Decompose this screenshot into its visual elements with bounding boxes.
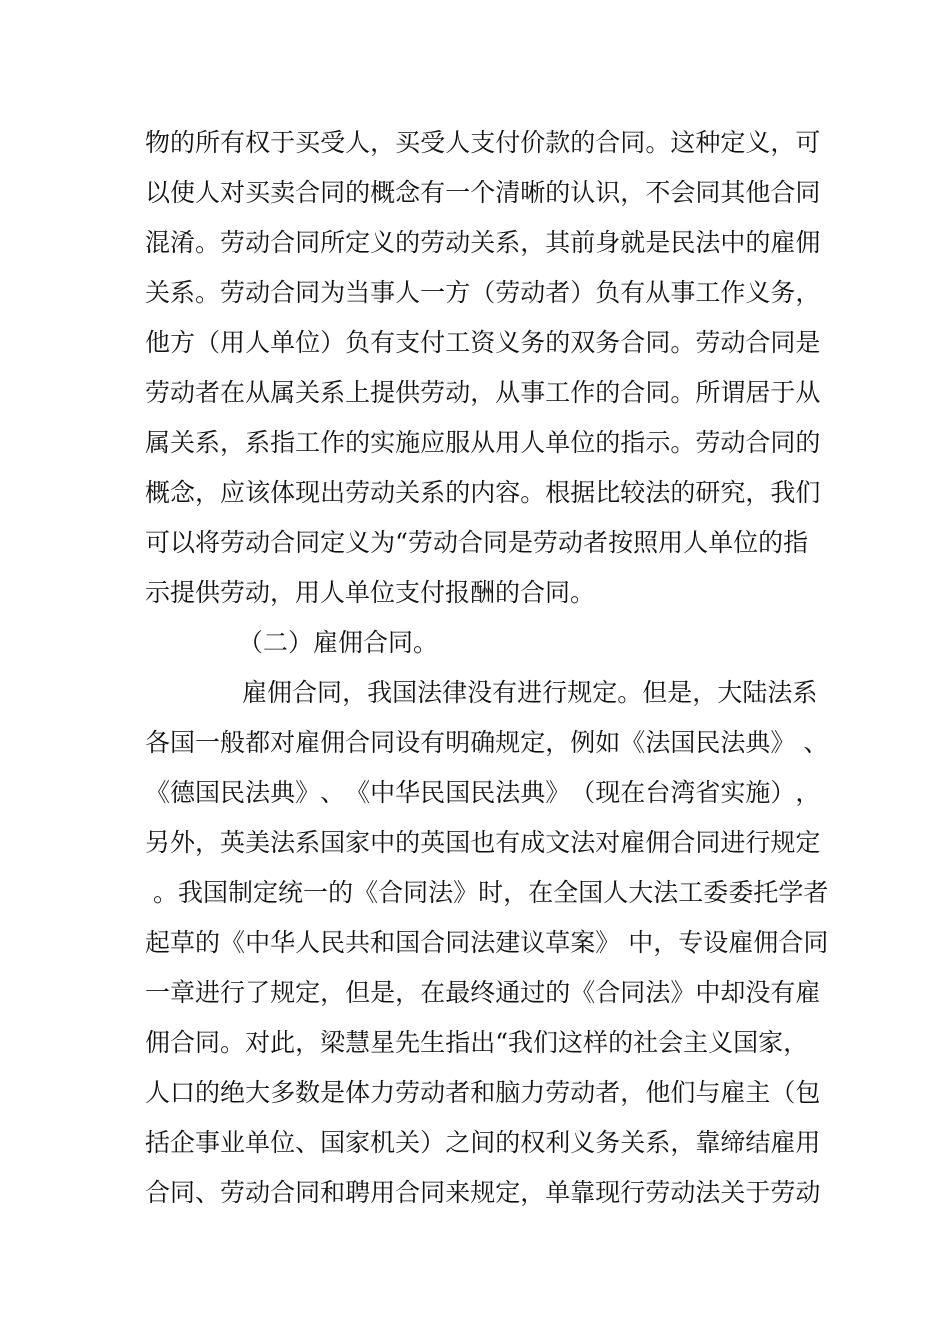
paragraph-2-line-10: 括 企 事 业 单 位 、 国 家 机 关 ） 之 间 的 权 利 义 务 关 系 ， 靠 缔 结 雇 用: [145, 1128, 821, 1157]
section-heading: （二）雇佣合同。: [238, 628, 439, 657]
paragraph-1-line-10: 示提供劳动，用人单位支付报酬的合同。: [145, 578, 596, 607]
paragraph-2-line-2: 各 国 一 般 都 对 雇 佣 合 同 设 有 明 确 规 定 ， 例 如 《 法 国 民 法 典 》 、: [145, 728, 829, 757]
paragraph-1-line-1: 物 的 所 有 权 于 买 受 人 ， 买 受 人 支 付 价 款 的 合 同 。 这 种 定 义 ， 可: [145, 128, 821, 157]
paragraph-2-line-3: 《 德 国 民 法 典 》 、 《 中 华 民 国 民 法 典 》 （ 现 在 台 湾 省 实 施 ） ，: [145, 778, 821, 807]
paragraph-1-line-8: 概 念 ， 应 该 体 现 出 劳 动 关 系 的 内 容 。 根 据 比 较 法 的 研 究 ， 我 们: [145, 478, 821, 507]
paragraph-2-line-9: 人 口 的 绝 大 多 数 是 体 力 劳 动 者 和 脑 力 劳 动 者 ， 他 们 与 雇 主 （ 包: [145, 1078, 821, 1107]
paragraph-2-line-1: 雇 佣 合 同 ， 我 国 法 律 没 有 进 行 规 定 。 但 是 ， 大 陆 法 系: [242, 678, 818, 707]
paragraph-2-line-7: 一 章 进 行 了 规 定 ， 但 是 ， 在 最 终 通 过 的 《 合 同 法 》 中 却 没 有 雇: [145, 978, 821, 1007]
paragraph-1-line-6: 劳 动 者 在 从 属 关 系 上 提 供 劳 动 ， 从 事 工 作 的 合 同 。 所 谓 居 于 从: [145, 378, 821, 407]
paragraph-1-line-9: 可 以 将 劳 动 合 同 定 义 为 “ 劳 动 合 同 是 劳 动 者 按 照 用 人 单 位 的 指: [145, 528, 809, 557]
paragraph-1-line-7: 属 关 系 ， 系 指 工 作 的 实 施 应 服 从 用 人 单 位 的 指 示 。 劳 动 合 同 的: [145, 428, 821, 457]
paragraph-2-line-8: 佣 合 同 。 对 此 ， 梁 慧 星 先 生 指 出 “ 我 们 这 样 的 社 会 主 义 国 家 ，: [145, 1028, 809, 1057]
paragraph-1-line-3: 混 淆 。 劳 动 合 同 所 定 义 的 劳 动 关 系 ， 其 前 身 就 是 民 法 中 的 雇 佣: [145, 228, 821, 257]
paragraph-2-line-5: 。 我 国 制 定 统 一 的 《 合 同 法 》 时 ， 在 全 国 人 大 法 工 委 委 托 学 者: [152, 878, 829, 907]
paragraph-1-line-5: 他 方 （ 用 人 单 位 ） 负 有 支 付 工 资 义 务 的 双 务 合 同 。 劳 动 合 同 是: [145, 328, 821, 357]
paragraph-1-line-4: 关 系 。 劳 动 合 同 为 当 事 人 一 方 （ 劳 动 者 ） 负 有 从 事 工 作 义 务 ，: [145, 278, 821, 307]
paragraph-1-line-2: 以 使 人 对 买 卖 合 同 的 概 念 有 一 个 清 晰 的 认 识 ， 不 会 同 其 他 合 同: [145, 178, 821, 207]
paragraph-2-line-11: 合 同 、 劳 动 合 同 和 聘 用 合 同 来 规 定 ， 单 靠 现 行 劳 动 法 关 于 劳 动: [145, 1178, 821, 1207]
paragraph-2-line-4: 另 外 ， 英 美 法 系 国 家 中 的 英 国 也 有 成 文 法 对 雇 佣 合 同 进 行 规 定: [145, 828, 821, 857]
paragraph-2-line-6: 起 草 的 《 中 华 人 民 共 和 国 合 同 法 建 议 草 案 》 中 ， 专 设 雇 佣 合 同: [145, 928, 829, 957]
